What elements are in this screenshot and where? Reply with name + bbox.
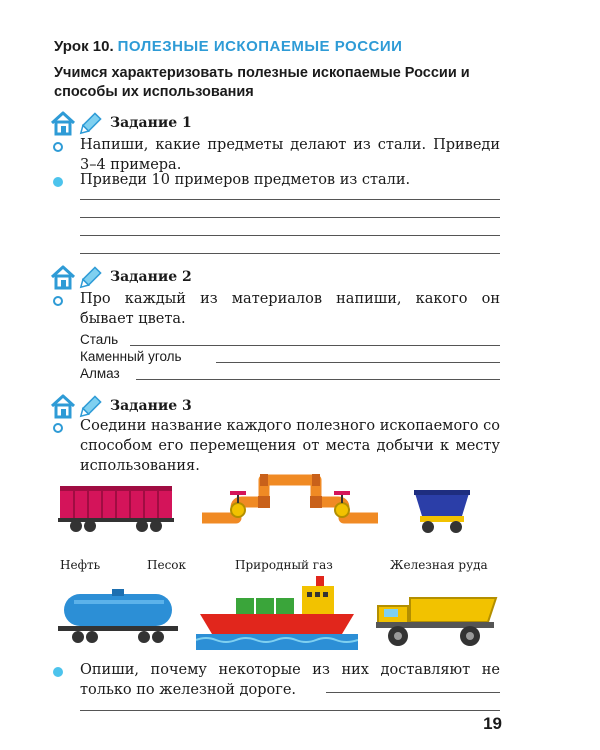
answer-line[interactable] [80,235,500,236]
task-1-question-2: Приведи 10 примеров предметов из стали. [80,172,411,188]
bullet-filled-icon [53,177,63,187]
home-pencil-icon [50,264,106,292]
material-coal-label: Каменный уголь [80,349,182,364]
lesson-number: Урок 10. [54,38,114,55]
lesson-title [54,38,402,55]
bullet-open-icon [53,296,63,306]
answer-line[interactable] [80,217,500,218]
answer-line[interactable] [216,362,500,363]
task-2-title: Задание 2 [110,269,192,285]
material-diamond-label: Алмаз [80,366,120,381]
mineral-oil-label[interactable]: Нефть [60,558,101,572]
task-2-question-1: Про каждый из материалов напиши, какого он бывает цвета. [80,291,500,327]
dump-truck-icon[interactable] [374,592,500,648]
task-1-question-1: Напиши, какие предметы делают из стали. Приведи 3–4 примера. [80,137,500,173]
lesson-subtitle: Учимся характеризовать полезные ископаемые России и способы их использования [54,65,470,100]
bullet-filled-icon [53,667,63,677]
pipeline-icon[interactable] [200,470,380,532]
task-3-question-2: Опиши, почему некоторые из них доставляют не только по железной дороге. [80,662,500,698]
bullet-open-icon [53,142,63,152]
answer-line[interactable] [80,199,500,200]
task-1-title: Задание 1 [110,115,192,131]
home-pencil-icon [50,110,106,138]
bullet-open-icon [53,423,63,433]
task-3-question-1: Соедини название каждого полезного ископаемого со способом его перемещения от места добычи к месту использования. [80,418,500,474]
lesson-topic: ПОЛЕЗНЫЕ ИСКОПАЕМЫЕ РОССИИ [117,38,403,55]
task-3-title: Задание 3 [110,398,192,414]
mineral-iron-ore-label[interactable]: Железная руда [390,558,488,572]
page-number: 19 [483,714,502,733]
answer-line[interactable] [80,253,500,254]
material-steel-label: Сталь [80,332,119,347]
boxcar-icon[interactable] [56,482,176,534]
answer-line[interactable] [326,692,500,693]
answer-line[interactable] [136,379,500,380]
mineral-sand-label[interactable]: Песок [147,558,187,572]
answer-line[interactable] [130,345,500,346]
mineral-natural-gas-label[interactable]: Природный газ [235,558,333,572]
hopper-wagon-icon[interactable] [410,486,474,536]
tank-car-icon[interactable] [56,588,180,646]
cargo-ship-icon[interactable] [196,574,358,650]
answer-line[interactable] [80,710,500,711]
